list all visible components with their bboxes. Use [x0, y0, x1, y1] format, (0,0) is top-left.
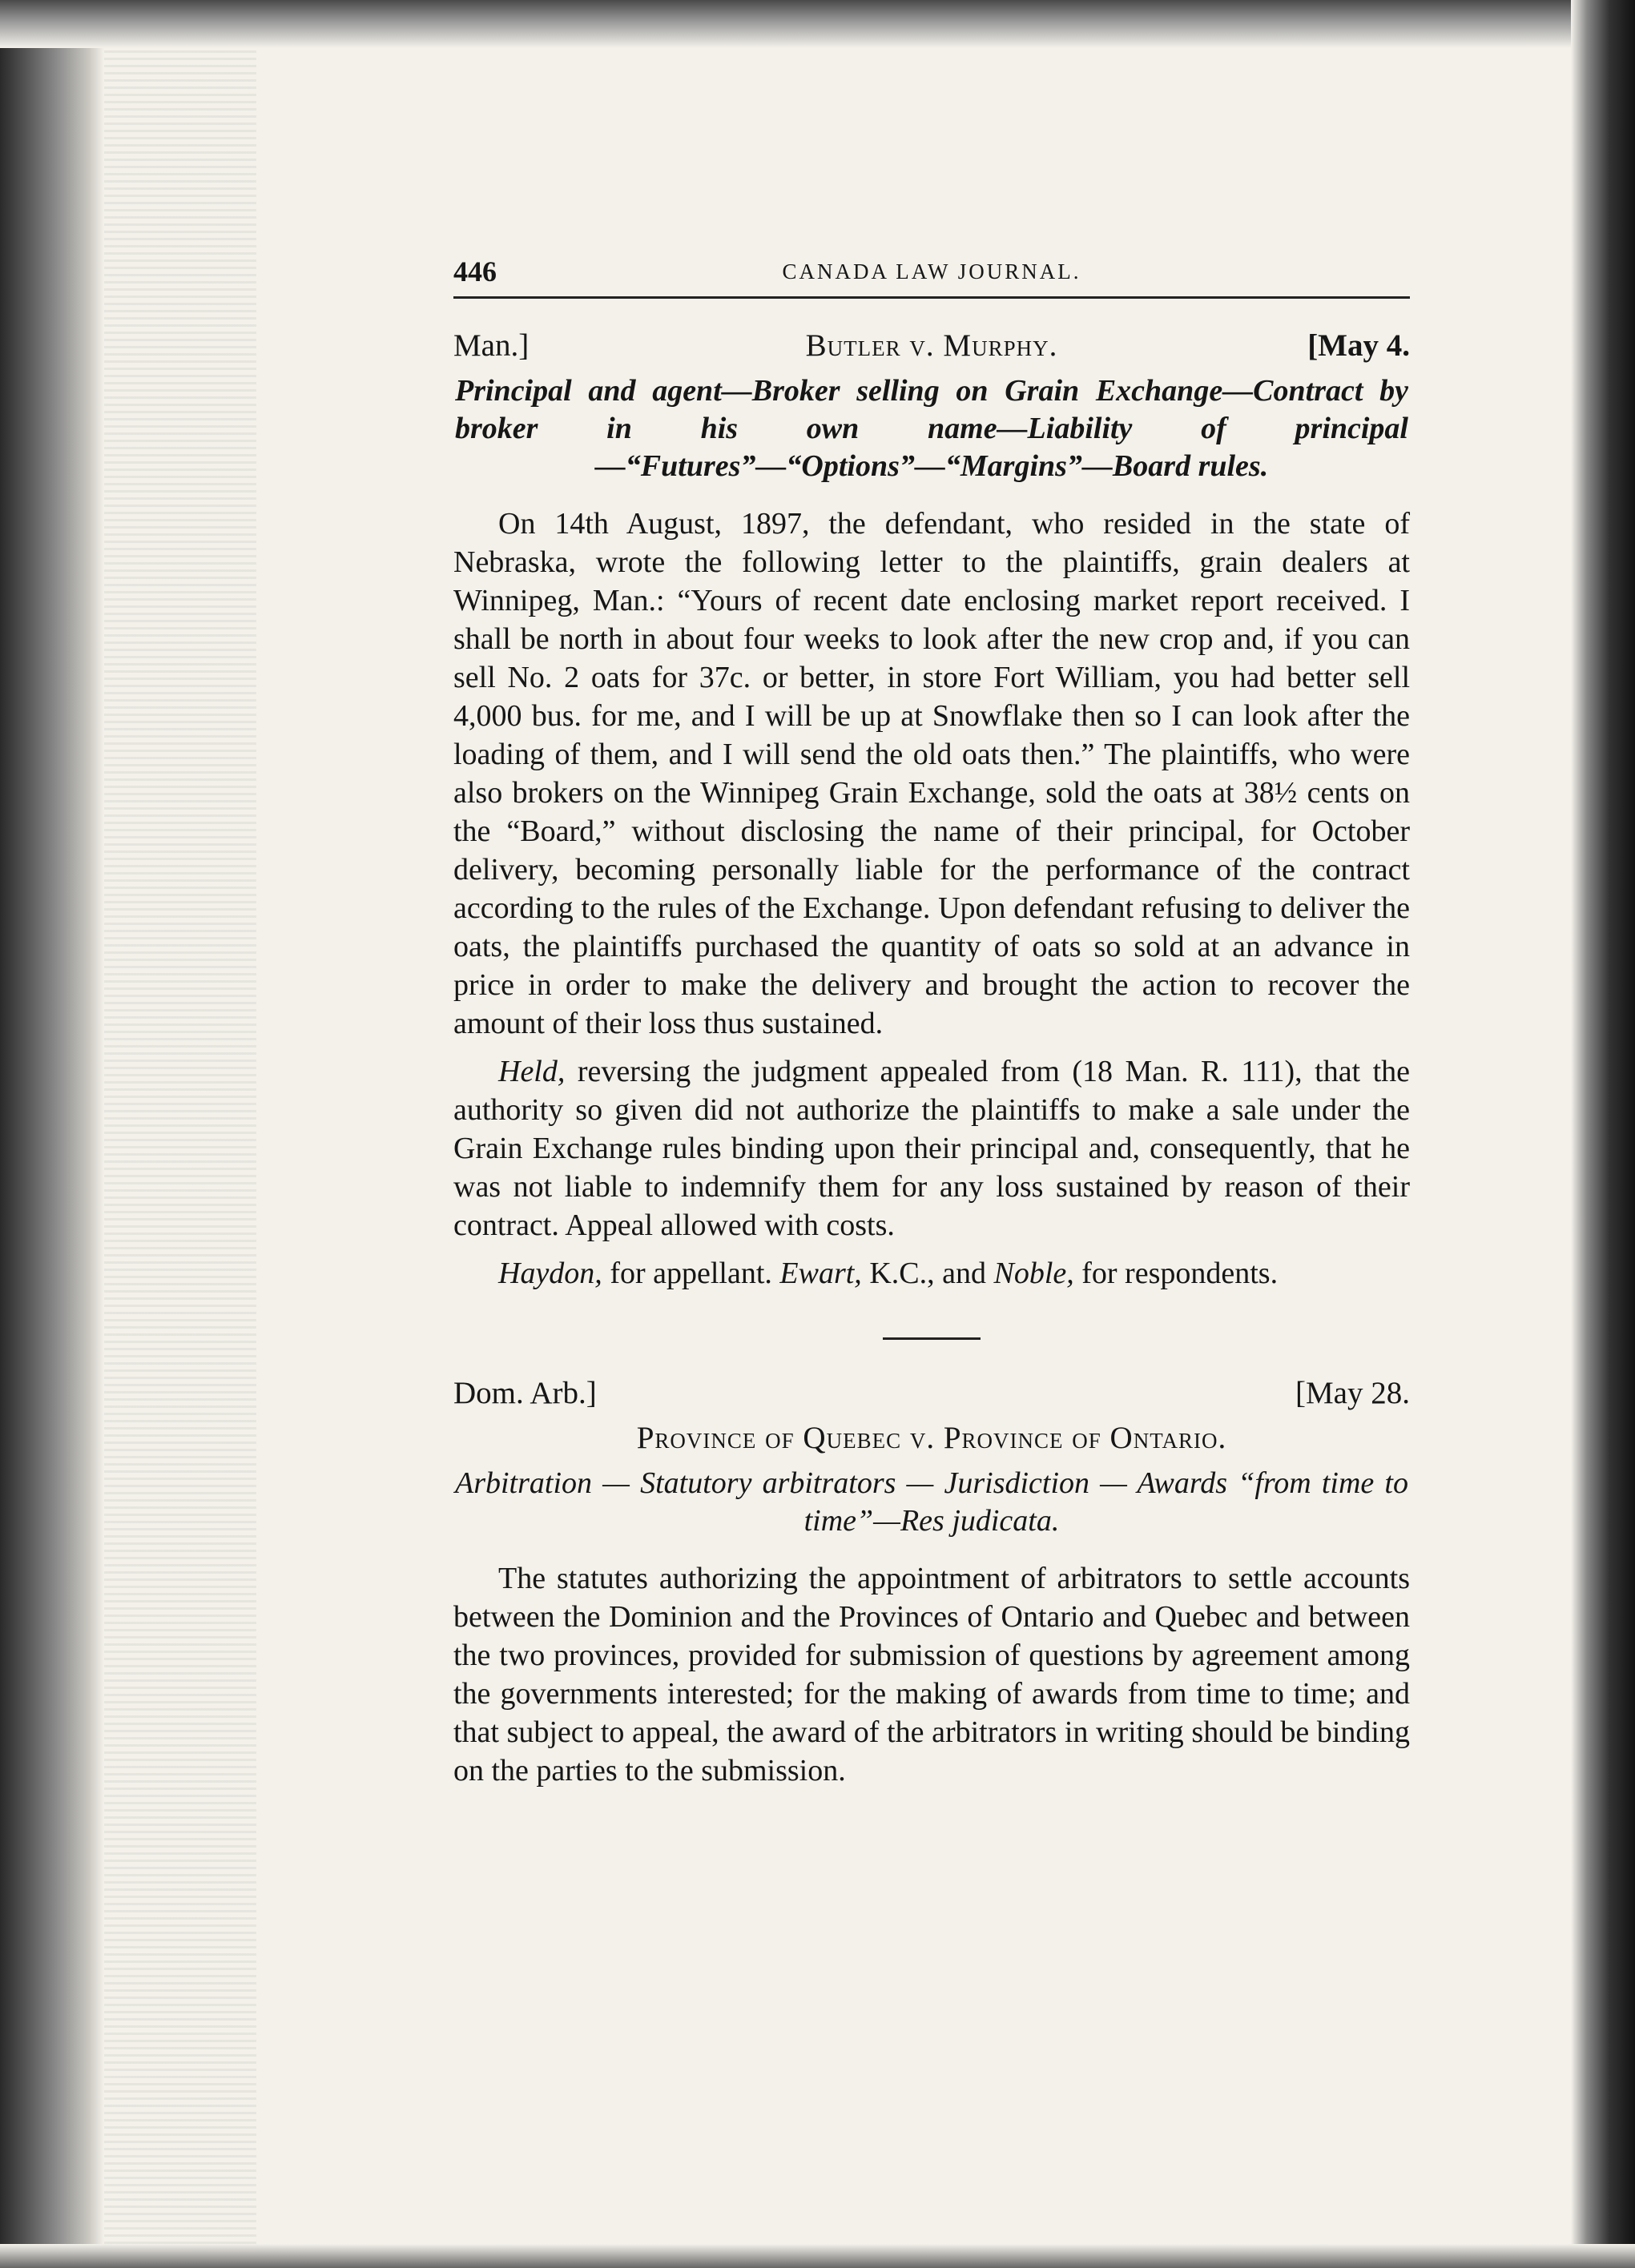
- counsel-text: for appellant.: [602, 1257, 780, 1290]
- counsel-text: K.C., and: [861, 1257, 994, 1290]
- scan-left-shading: [104, 0, 256, 2268]
- case-date: [May 4.: [1307, 328, 1410, 363]
- case-name: Province of Quebec v. Province of Ontario.: [636, 1421, 1227, 1455]
- headnote: Principal and agent—Broker selling on Grain Exchange—Contract by broker in his own name—Liability of principal—“Futures”—“Options”—“Margins”—Board rules.: [455, 374, 1408, 483]
- case-paragraph: [453, 1559, 1410, 1790]
- court-label: Man.]: [453, 328, 530, 363]
- case-separator: [883, 1337, 981, 1340]
- case-title-row: [453, 1420, 1410, 1465]
- page-content: [453, 255, 1410, 1800]
- respondent-counsel: Ewart,: [779, 1257, 862, 1290]
- counsel-line: [453, 1254, 1410, 1293]
- case-paragraph: [453, 1052, 1410, 1245]
- paragraph-text: The statutes authorizing the appointment of arbitrators to settle accounts between the Dominion and the Provinces of Ontario and Quebec and between the two provinces, provided for submission of questions by agreement among the governments interested; for the making of awards from time to time; and that subject to appeal, the award of the arbitrators in writing should be binding on the parties to the submission.: [453, 1562, 1410, 1787]
- appellant-counsel: Haydon,: [498, 1257, 602, 1290]
- headnote: Arbitration — Statutory arbitrators — Jurisdiction — Awards “from time to time”—Res judicata.: [455, 1466, 1408, 1538]
- counsel-text: for respondents.: [1073, 1257, 1279, 1290]
- paragraph-lead: Held,: [498, 1055, 566, 1088]
- case-name: Butler v. Murphy.: [805, 328, 1058, 363]
- case-quebec-v-ontario: [453, 1375, 1410, 1790]
- case-date: [May 28.: [1295, 1376, 1410, 1410]
- scan-right-edge: [1571, 0, 1635, 2268]
- paragraph-text: On 14th August, 1897, the defendant, who resided in the state of Nebraska, wrote the following letter to the plaintiffs, grain dealers at Winnipeg, Man.: “Yours of recent date enclosing market report received. I shall be north in about four weeks to look after the new crop and, if you can sell No. 2 oats for 37c. or better, in store Fort William, you had better sell 4,000 bus. for me, and I will be up at Snowflake then so I can look after the loading of them, and I will send the old oats then.” The plaintiffs, who were also brokers on the Winnipeg Grain Exchange, sold the oats at 38½ cents on the “Board,” without disclosing the name of their principal, for October delivery, becoming personally liable for the performance of the contract according to the rules of the Exchange. Upon defendant refusing to deliver the oats, the plaintiffs purchased the quantity of oats so sold at an advance in price in order to make the delivery and brought the action to recover the amount of their loss thus sustained.: [453, 507, 1410, 1040]
- scan-left-edge: [0, 0, 104, 2268]
- header-rule: [453, 296, 1410, 299]
- journal-title: CANADA LAW JOURNAL.: [782, 259, 1081, 284]
- case-butler-v-murphy: [453, 328, 1410, 1293]
- scan-bottom-edge: [0, 2244, 1635, 2268]
- case-paragraph: [453, 505, 1410, 1043]
- respondent-counsel: Noble,: [993, 1257, 1074, 1290]
- case-header: [453, 328, 1410, 372]
- running-head: [453, 255, 1410, 296]
- scan-top-edge: [0, 0, 1635, 48]
- case-header: [453, 1375, 1410, 1420]
- paragraph-text: reversing the judgment appealed from (18 Man. R. 111), that the authority so given did not authorize the plaintiffs to make a sale under the Grain Exchange rules binding upon their principal and, consequently, that he was not liable to indemnify them for any loss sustained by reason of their contract. Appeal allowed with costs.: [453, 1055, 1410, 1242]
- page-number: 446: [453, 255, 497, 288]
- court-label: Dom. Arb.]: [453, 1376, 597, 1410]
